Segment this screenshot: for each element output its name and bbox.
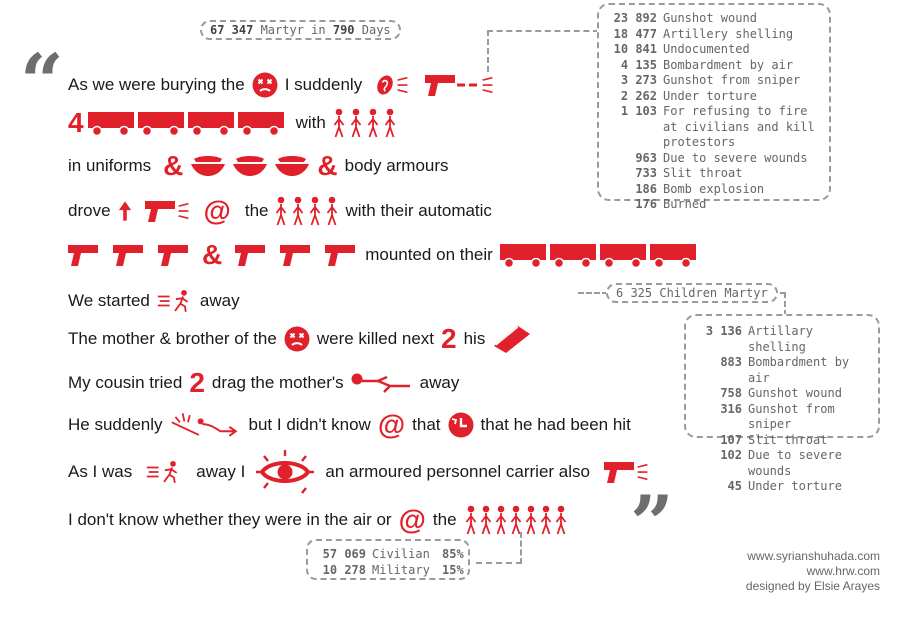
- eye-icon: [252, 448, 318, 496]
- ampersand: &: [163, 150, 184, 181]
- story-text: away: [199, 291, 240, 310]
- causes-children-row: [692, 433, 878, 449]
- story-text: mounted on their: [365, 245, 493, 264]
- days-count: 790: [332, 23, 355, 37]
- stat-count: 23 892: [613, 11, 657, 25]
- truck-icon: [188, 110, 234, 136]
- story-line-4: [68, 194, 499, 228]
- causes-children-row: [692, 479, 878, 495]
- story-line-2: [68, 106, 396, 140]
- story-line-3: [68, 149, 449, 183]
- number-four: 4: [68, 107, 84, 138]
- stat-label: Civilian: [372, 547, 430, 561]
- at-sign: @: [203, 195, 231, 226]
- gun-icon: [604, 460, 634, 484]
- stat-label: For refusing to fire at civilians and kill protestors: [663, 104, 815, 149]
- martyr-total-count: 67 347: [210, 23, 254, 37]
- close-quote-mark: ”: [630, 479, 674, 568]
- story-text: an armoured personnel carrier also: [325, 462, 590, 481]
- man-icon: [510, 505, 522, 535]
- arrow-up-icon: [118, 200, 132, 222]
- truck-icon: [88, 110, 134, 136]
- civ-mil-row: [316, 563, 468, 579]
- falling-man-icon: [170, 411, 242, 439]
- martyr-total-label: Martyr in: [253, 23, 333, 37]
- story-line-9: [68, 408, 631, 442]
- stat-label: Under torture: [663, 88, 757, 103]
- truck-icon: [500, 242, 546, 268]
- man-icon: [540, 505, 552, 535]
- helmet-icon: [232, 155, 268, 177]
- man-icon: [292, 196, 304, 226]
- gun-icon: [280, 243, 310, 267]
- story-text: were killed next: [316, 329, 435, 348]
- story-text: drove: [68, 201, 111, 220]
- story-text: away I: [196, 462, 246, 481]
- story-line-6: [68, 284, 240, 318]
- stat-count: 3 136: [705, 324, 742, 338]
- truck-icon: [600, 242, 646, 268]
- connector-line: [476, 532, 522, 564]
- stat-percent: 85%: [442, 547, 464, 561]
- causes-total-row: [607, 151, 829, 167]
- story-text: his: [463, 329, 486, 348]
- sound-rays-icon: [396, 76, 409, 94]
- running-man-icon: [157, 289, 193, 313]
- gun-icon: [113, 243, 143, 267]
- stat-count: 1 103: [620, 104, 657, 118]
- gun-icon: [68, 243, 98, 267]
- connector-line: [487, 30, 599, 72]
- children-causes-box: [684, 314, 880, 493]
- story-text: drag the mother's: [211, 373, 344, 392]
- story-line-1: [68, 68, 494, 102]
- stat-label: Bombardment by air: [663, 57, 794, 72]
- gun-icon: [325, 243, 355, 267]
- ampersand: &: [317, 150, 338, 181]
- stat-count: 107: [720, 432, 742, 447]
- stat-count: 176: [635, 197, 657, 211]
- civilian-military-list: [316, 547, 468, 578]
- sound-rays-icon: [481, 76, 494, 94]
- story-text: I suddenly: [284, 75, 363, 94]
- man-icon: [384, 108, 396, 138]
- story-text: the: [432, 510, 457, 529]
- causes-total-row: [607, 73, 829, 89]
- at-sign: @: [377, 409, 406, 440]
- stat-label: Artillery shelling: [663, 26, 794, 41]
- story-text: I don't know whether they were in the air or: [68, 510, 392, 529]
- stat-count: 2 262: [620, 88, 657, 103]
- man-icon: [333, 108, 345, 138]
- open-quote-mark: “: [20, 37, 64, 126]
- causes-children-row: [692, 355, 878, 386]
- story-text: with: [295, 113, 326, 132]
- causes-total-row: [607, 42, 829, 58]
- story-text: As I was: [68, 462, 133, 481]
- number-two: 2: [189, 367, 205, 398]
- helmet-icon: [190, 155, 226, 177]
- stat-count: 18 477: [613, 26, 657, 41]
- truck-icon: [650, 242, 696, 268]
- stat-count: 316: [720, 401, 742, 416]
- man-icon: [465, 505, 477, 535]
- stat-label: Gunshot wound: [663, 11, 757, 25]
- dead-face-icon: [252, 72, 278, 98]
- stat-label: Artillary shelling: [748, 324, 814, 354]
- story-text: with their automatic: [345, 201, 492, 220]
- stat-label: Military: [372, 562, 430, 577]
- stat-label: Burned: [663, 197, 707, 211]
- civ-mil-row: [316, 547, 468, 563]
- truck-icon: [238, 110, 284, 136]
- man-icon: [350, 108, 362, 138]
- stat-count: 883: [720, 355, 742, 369]
- total-causes-list: [607, 11, 829, 213]
- gun-icon: [158, 243, 188, 267]
- credit-link-syrianshuhada[interactable]: www.syrianshuhada.com: [747, 549, 880, 563]
- causes-total-row: [607, 104, 829, 151]
- martyr-total-pill: [200, 20, 401, 40]
- dead-face-icon: [284, 326, 310, 352]
- sound-rays-icon: [636, 463, 649, 481]
- sound-rays-icon: [177, 202, 190, 220]
- story-line-7: [68, 322, 539, 356]
- stat-label: Gunshot from sniper: [663, 73, 801, 87]
- stat-label: Under torture: [748, 479, 842, 493]
- stat-label: Slit throat: [663, 166, 743, 180]
- causes-children-row: [692, 402, 878, 433]
- story-text: We started: [68, 291, 150, 310]
- gun-icon: [235, 243, 265, 267]
- at-sign: @: [398, 504, 426, 535]
- stat-label: Bomb explosion: [663, 181, 765, 196]
- stat-count: 4 135: [620, 57, 657, 72]
- story-text: The mother & brother of the: [68, 329, 277, 348]
- causes-total-row: [607, 11, 829, 27]
- ampersand: &: [202, 239, 223, 270]
- stat-label: Bombardment by air: [748, 355, 850, 385]
- story-line-10: [68, 455, 649, 489]
- story-text: that he had been hit: [480, 415, 631, 434]
- causes-total-row: [607, 89, 829, 105]
- credit-designer: designed by Elsie Arayes: [745, 579, 880, 593]
- man-icon: [525, 505, 537, 535]
- story-text: My cousin tried: [68, 373, 183, 392]
- man-icon: [275, 196, 287, 226]
- children-causes-list: [692, 324, 878, 495]
- truck-icon: [550, 242, 596, 268]
- man-icon: [326, 196, 338, 226]
- running-man-icon: [146, 460, 182, 484]
- causes-total-row: [607, 58, 829, 74]
- coffin-icon: [492, 324, 532, 354]
- story-text: As we were burying the: [68, 75, 245, 94]
- connector-line: [578, 292, 608, 294]
- credits: [746, 549, 880, 594]
- ear-icon: [376, 73, 394, 97]
- story-text: body armours: [344, 156, 449, 175]
- civilian-military-box: [306, 539, 470, 580]
- causes-total-row: [607, 182, 829, 198]
- man-icon: [309, 196, 321, 226]
- stat-label: Gunshot wound: [748, 386, 842, 400]
- man-icon: [495, 505, 507, 535]
- helmet-icon: [274, 155, 310, 177]
- stat-label: Due to severe wounds: [748, 448, 842, 478]
- stat-count: 45: [727, 479, 742, 493]
- causes-children-row: [692, 324, 878, 355]
- number-two: 2: [441, 323, 457, 354]
- stat-count: 10 841: [613, 42, 657, 56]
- causes-total-row: [607, 197, 829, 213]
- man-icon: [480, 505, 492, 535]
- stat-count: 758: [720, 386, 742, 400]
- stat-label: Due to severe wounds: [663, 150, 808, 165]
- causes-children-row: [692, 386, 878, 402]
- stat-label: Slit throat: [748, 432, 828, 447]
- stat-label: Undocumented: [663, 42, 750, 56]
- credit-link-hrw[interactable]: www.hrw.com: [806, 564, 880, 578]
- stat-count: 102: [720, 448, 742, 462]
- dragging-body-icon: [351, 372, 413, 394]
- story-text: the: [244, 201, 269, 220]
- stat-count: 963: [635, 150, 657, 165]
- man-icon: [367, 108, 379, 138]
- children-martyr-pill: 6 325 Children Martyr: [606, 283, 778, 303]
- story-line-8: [68, 366, 459, 400]
- truck-icon: [138, 110, 184, 136]
- stat-count: 186: [635, 181, 657, 196]
- man-icon: [555, 505, 567, 535]
- total-causes-box: [597, 3, 831, 211]
- gunfire-icon: [457, 82, 479, 88]
- gun-icon: [145, 199, 175, 223]
- story-line-5: [68, 238, 696, 272]
- stat-count: 3 273: [620, 73, 657, 87]
- clock-icon: [448, 412, 474, 438]
- gun-icon: [425, 73, 455, 97]
- stat-label: Gunshot from sniper: [748, 401, 835, 431]
- story-text: away: [419, 373, 460, 392]
- causes-total-row: [607, 27, 829, 43]
- stat-count: 733: [635, 166, 657, 180]
- story-text: He suddenly: [68, 415, 163, 434]
- story-text: that: [412, 415, 441, 434]
- story-text: in uniforms: [68, 156, 152, 175]
- stat-count: 57 069: [322, 547, 366, 561]
- stat-percent: 15%: [442, 562, 464, 577]
- story-text: but I didn't know: [248, 415, 371, 434]
- days-label: Days: [354, 23, 391, 37]
- stat-count: 10 278: [322, 562, 366, 577]
- causes-children-row: [692, 448, 878, 479]
- causes-total-row: [607, 166, 829, 182]
